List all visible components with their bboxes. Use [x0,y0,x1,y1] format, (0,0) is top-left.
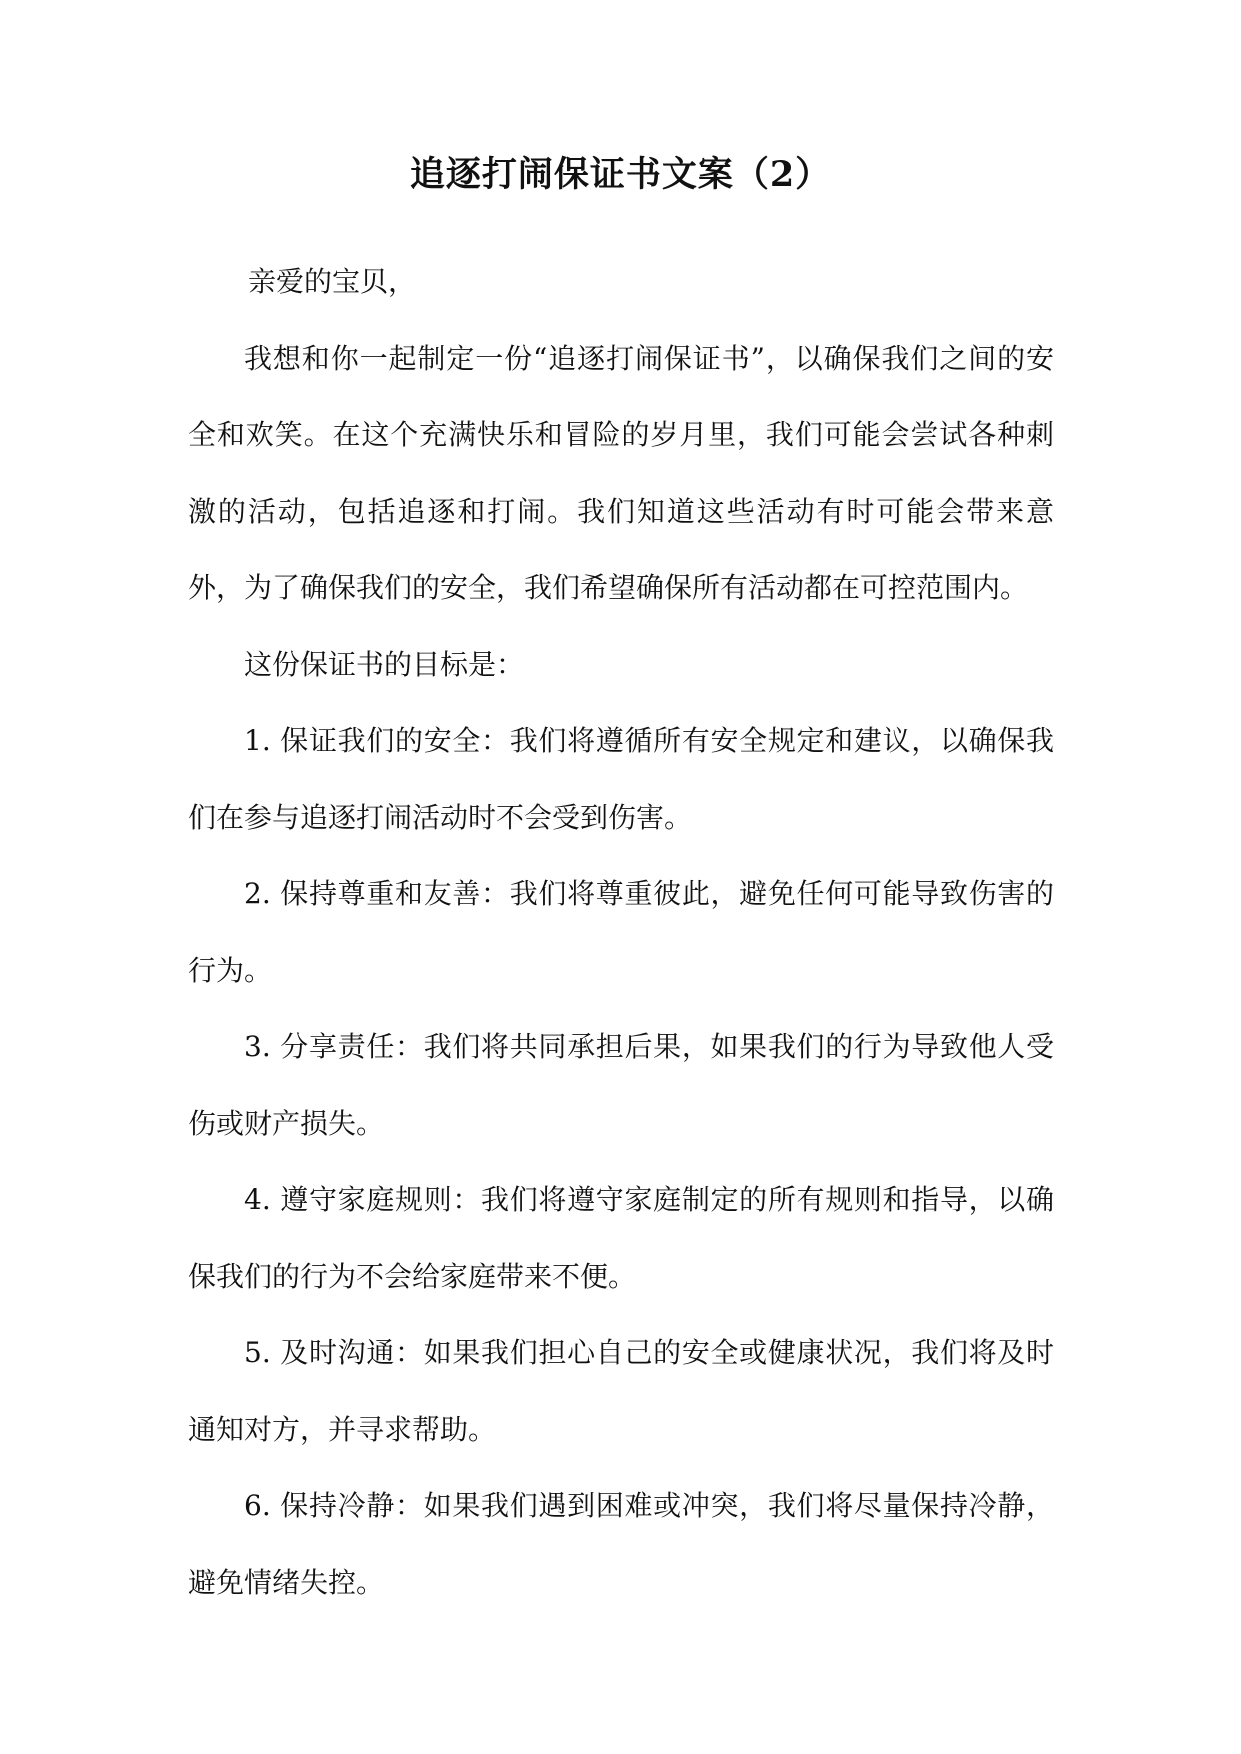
goal-item-6: 6. 保持冷静：如果我们遇到困难或冲突，我们将尽量保持冷静，避免情绪失控。 [188,1489,1054,1599]
goal-item-4: 4. 遵守家庭规则：我们将遵守家庭制定的所有规则和指导，以确保我们的行为不会给家庭带来不便。 [188,1183,1054,1293]
goals-heading-paragraph: 这份保证书的目标是： [244,647,525,681]
goal-item-1: 1. 保证我们的安全：我们将遵循所有安全规定和建议，以确保我们在参与追逐打闹活动时不会受到伤害。 [188,724,1054,834]
document-body [188,244,1054,1621]
intro-paragraph: 我想和你一起制定一份“追逐打闹保证书”，以确保我们之间的安全和欢笑。在这个充满快乐和冒险的岁月里，我们可能会尝试各种刺激的活动，包括追逐和打闹。我们知道这些活动有时可能会带来意外，为了确保我们的安全，我们希望确保所有活动都在可控范围内。 [188,341,1054,604]
goal-item-2: 2. 保持尊重和友善：我们将尊重彼此，避免任何可能导致伤害的行为。 [188,877,1054,987]
document-title: 追逐打闹保证书文案（2） [409,154,832,195]
greeting-paragraph: 亲爱的宝贝， [248,265,417,298]
goal-item-3: 3. 分享责任：我们将共同承担后果，如果我们的行为导致他人受伤或财产损失。 [188,1030,1054,1140]
goal-item-5: 5. 及时沟通：如果我们担心自己的安全或健康状况，我们将及时通知对方，并寻求帮助。 [188,1336,1054,1446]
